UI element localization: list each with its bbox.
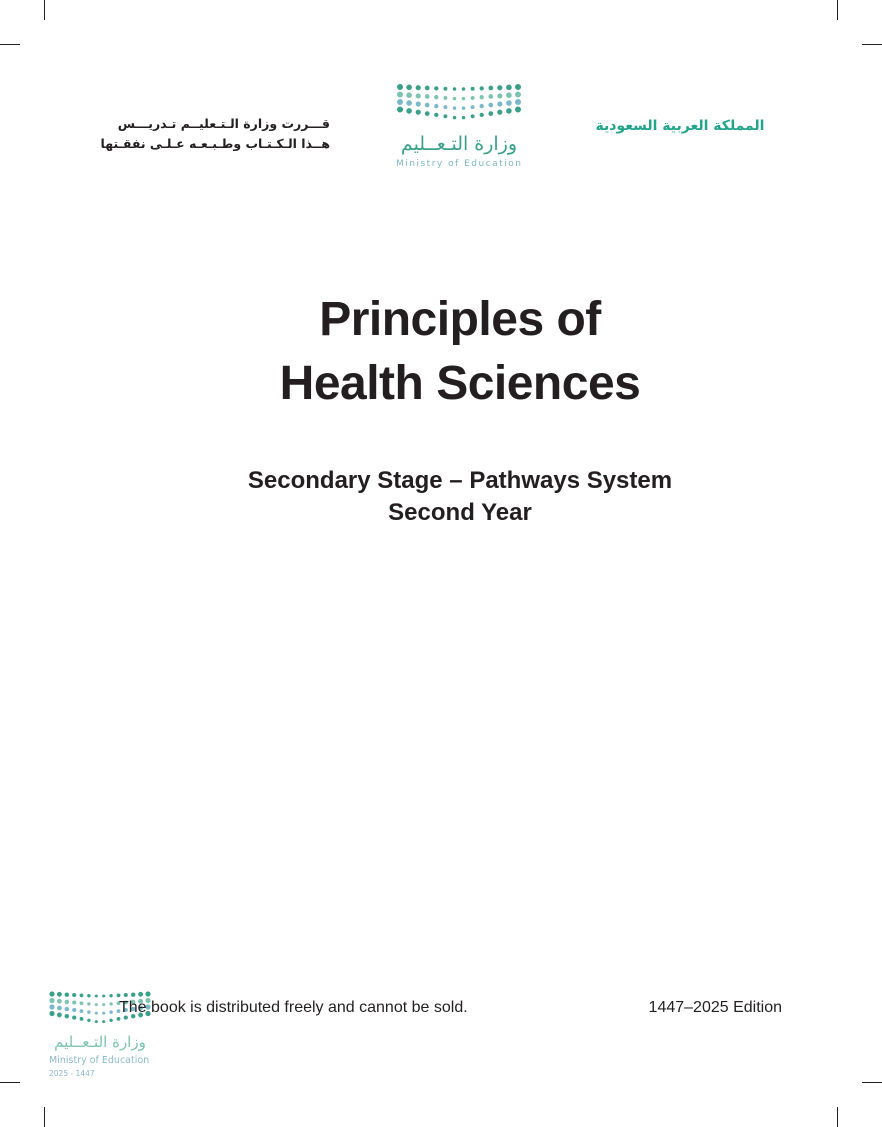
logo-dot [453,97,457,101]
crop-mark [837,1107,838,1127]
logo-dot [95,1012,98,1015]
logo-dot [65,992,69,996]
logo-dot [488,94,493,99]
logo-dot [117,994,121,998]
logo-dot [425,86,430,91]
subtitle-line-1: Secondary Stage – Pathways System [247,467,673,494]
logo-dot [488,103,493,108]
logo-dot [80,994,84,998]
crop-mark [44,1107,45,1127]
dot-pattern-icon [396,82,522,132]
logo-dot [506,100,512,106]
logo-dot [443,96,447,100]
logo-dot [87,1002,90,1005]
logo-dot [443,114,447,118]
logo-dot [406,100,412,106]
logo-dot [57,1012,62,1017]
book-subtitle [0,465,882,529]
subtitle-line-2: Second Year [388,499,532,526]
logo-dot [416,93,421,98]
logo-dot [480,95,484,99]
logo-dot [65,1007,69,1011]
logo-dot [72,1008,76,1012]
logo-dot [49,991,54,996]
logo-dot [515,99,521,105]
logo-dot [471,96,475,100]
logo-arabic-text: وزارة التـعــليم [400,133,518,155]
logo-dot [515,84,521,90]
logo-dot [109,994,112,997]
logo-dot [434,113,438,117]
logo-dot [397,92,403,98]
logo-dot [95,994,98,997]
logo-dot [49,998,54,1003]
logo-dot [425,111,430,116]
logo-dot [480,113,484,117]
logo-dot [57,992,62,997]
edition-label: 1447–2025 Edition [648,999,782,1016]
crop-mark [0,1082,20,1083]
logo-dot [488,111,493,116]
logo-dot [65,1014,69,1018]
approval-line-2: هــذا الـكـتـاب وطـبـعـه عـلـى نفقـتها [100,136,330,151]
crop-mark [0,44,20,45]
logo-dot [109,1002,112,1005]
logo-dot [102,1020,105,1023]
crop-mark [44,0,45,20]
logo-dot [102,1003,105,1006]
crop-mark [837,0,838,20]
logo-dot [471,105,475,109]
logo-dot [397,99,403,105]
logo-dot [87,1019,90,1022]
logo-dot [72,993,76,997]
logo-dot [109,1010,112,1013]
logo-dot [462,97,466,101]
logo-dot [515,107,521,113]
logo-dot [506,92,512,98]
logo-dot [488,86,493,91]
logo-dot [397,107,403,113]
logo-dot [138,992,143,997]
logo-english-text: Ministry of Education [396,159,523,169]
kingdom-name: المملكة العربية السعودية [595,118,765,134]
logo-dot [80,1017,84,1021]
logo-dot [425,103,430,108]
logo-dot [515,92,521,98]
logo-dot [80,1001,84,1005]
logo-dot [425,94,430,99]
logo-dot [497,101,502,106]
footer-logo-year: 2025 - 1447 [49,1069,95,1078]
logo-dot [416,110,421,115]
logo-dot [497,85,502,90]
crop-mark [862,1082,882,1083]
logo-dot [80,1009,84,1013]
logo-dot [434,95,438,99]
logo-dot [453,116,457,120]
logo-dot [497,93,502,98]
logo-dot [416,101,421,106]
logo-dot [109,1019,112,1022]
book-title [0,288,882,416]
logo-dot [102,1012,105,1015]
logo-dot [406,92,412,98]
logo-dot [416,85,421,90]
logo-dot [506,85,512,91]
title-line-2: Health Sciences [279,357,641,410]
logo-dot [471,87,475,91]
logo-dot [72,1000,76,1004]
logo-dot [453,87,457,91]
logo-dot [65,1000,69,1004]
logo-dot [443,87,447,91]
logo-dot [453,106,457,110]
logo-dot [406,85,412,91]
logo-dot [406,108,412,114]
title-line-1: Principles of [319,293,601,346]
logo-dot [102,994,105,997]
ministry-of-education-logo [396,82,522,176]
footer-logo-english-text: Ministry of Education [49,1055,150,1066]
crop-mark [862,44,882,45]
logo-dot [131,992,135,996]
free-distribution-notice: The book is distributed freely and cannot be sold. [119,999,468,1016]
logo-dot [87,1010,90,1013]
logo-dot [397,84,403,90]
approval-line-1: قـــررت وزارة الـتـعليــم تـدريـــس [117,116,330,131]
logo-dot [480,104,484,108]
logo-dot [462,87,466,91]
footer-logo-arabic-text: وزارة التـعــليم [54,1033,146,1051]
logo-dot [443,105,447,109]
logo-dot [434,104,438,108]
logo-dot [462,106,466,110]
logo-dot [471,114,475,118]
logo-dot [124,993,128,997]
logo-dot [57,999,62,1004]
logo-dot [57,1006,62,1011]
logo-dot [480,86,484,90]
logo-dot [145,991,150,996]
logo-dot [49,1011,54,1016]
ministry-approval-text [100,114,330,154]
logo-dot [506,108,512,114]
logo-dot [49,1004,54,1009]
logo-dot [95,1020,98,1023]
logo-dot [434,86,438,90]
logo-dot [95,1003,98,1006]
logo-dot [72,1016,76,1020]
logo-dot [497,110,502,115]
logo-dot [87,994,90,997]
logo-dot [462,116,466,120]
